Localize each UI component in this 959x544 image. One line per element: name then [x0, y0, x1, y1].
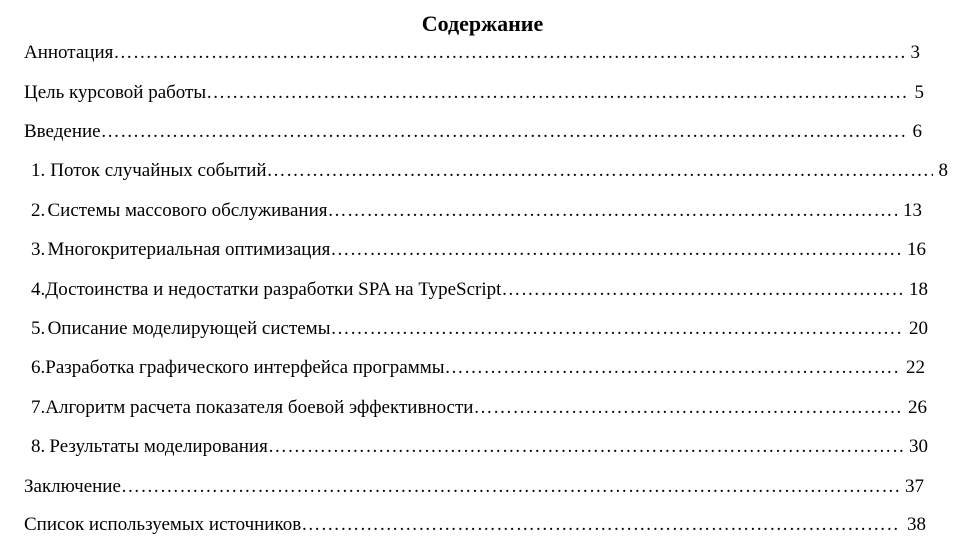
toc-page-number: 30 — [909, 436, 928, 457]
toc-entry-chapter-5[interactable] — [31, 317, 928, 341]
toc-entry-label: Заключение — [24, 476, 121, 497]
toc-chapter-number: 2. — [31, 200, 46, 221]
dot-leader — [267, 159, 933, 183]
dot-leader — [206, 81, 908, 105]
dot-leader — [330, 238, 901, 262]
toc-entry-chapter-4[interactable] — [31, 278, 928, 302]
toc-entry-label: Разработка графического интерфейса программы — [45, 357, 445, 378]
toc-chapter-number: 1. — [31, 160, 46, 181]
dot-leader — [328, 199, 898, 223]
dot-leader — [330, 317, 903, 341]
dot-leader — [101, 120, 907, 144]
toc-entry-references[interactable] — [24, 513, 926, 537]
toc-page-number: 13 — [903, 200, 922, 221]
toc-entry-chapter-3[interactable] — [31, 238, 926, 262]
toc-entry-label: Достоинства и недостатки разработки SPA на TypeScript — [45, 279, 502, 300]
toc-page-number: 5 — [914, 82, 924, 103]
toc-page-number: 6 — [912, 121, 922, 142]
toc-entry-label: Системы массового обслуживания — [47, 200, 328, 221]
toc-chapter-number: 5. — [31, 318, 46, 339]
toc-page-number: 38 — [907, 514, 926, 535]
toc-chapter-number: 3. — [31, 239, 46, 260]
toc-chapter-number: 6. — [31, 357, 46, 378]
toc-chapter-number: 4. — [31, 279, 46, 300]
toc-page-number: 37 — [905, 476, 924, 497]
toc-page-number: 18 — [909, 279, 928, 300]
toc-entry-chapter-8[interactable] — [31, 435, 928, 459]
dot-leader — [301, 513, 901, 537]
toc-entry-label: Цель курсовой работы — [24, 82, 207, 103]
toc-entry-label: Многокритериальная оптимизация — [47, 239, 331, 260]
toc-page-number: 16 — [907, 239, 926, 260]
toc-page-number: 22 — [906, 357, 925, 378]
toc-chapter-number: 8. — [31, 436, 46, 457]
toc-page-number: 26 — [908, 397, 927, 418]
dot-leader — [121, 475, 899, 499]
toc-entry-annotation[interactable] — [24, 41, 920, 65]
dot-leader — [113, 41, 904, 65]
toc-entry-label: Аннотация — [24, 42, 114, 63]
toc-entry-chapter-2[interactable] — [31, 199, 922, 223]
dot-leader — [268, 435, 903, 459]
toc-entry-label: Список используемых источников — [24, 514, 302, 535]
toc-entry-conclusion[interactable] — [24, 475, 924, 499]
toc-page-number: 8 — [938, 160, 948, 181]
toc-entry-label: Результаты моделирования — [49, 436, 268, 457]
toc-entry-label: Введение — [24, 121, 101, 142]
toc-entry-label: Поток случайных событий — [50, 160, 267, 181]
toc-entry-chapter-7[interactable] — [31, 396, 927, 420]
toc-page-number: 20 — [909, 318, 928, 339]
toc-entry-goal[interactable] — [24, 81, 924, 105]
toc-chapter-number: 7. — [31, 397, 46, 418]
dot-leader — [501, 278, 903, 302]
dot-leader — [445, 356, 900, 380]
toc-entry-introduction[interactable] — [24, 120, 922, 144]
toc-page-number: 3 — [910, 42, 920, 63]
toc-entry-chapter-6[interactable] — [31, 356, 925, 380]
dot-leader — [473, 396, 902, 420]
toc-entry-label: Описание моделирующей системы — [47, 318, 331, 339]
toc-entry-chapter-1[interactable] — [31, 159, 948, 183]
page-title: Содержание — [421, 11, 544, 36]
toc-entry-label: Алгоритм расчета показателя боевой эффективности — [45, 397, 474, 418]
